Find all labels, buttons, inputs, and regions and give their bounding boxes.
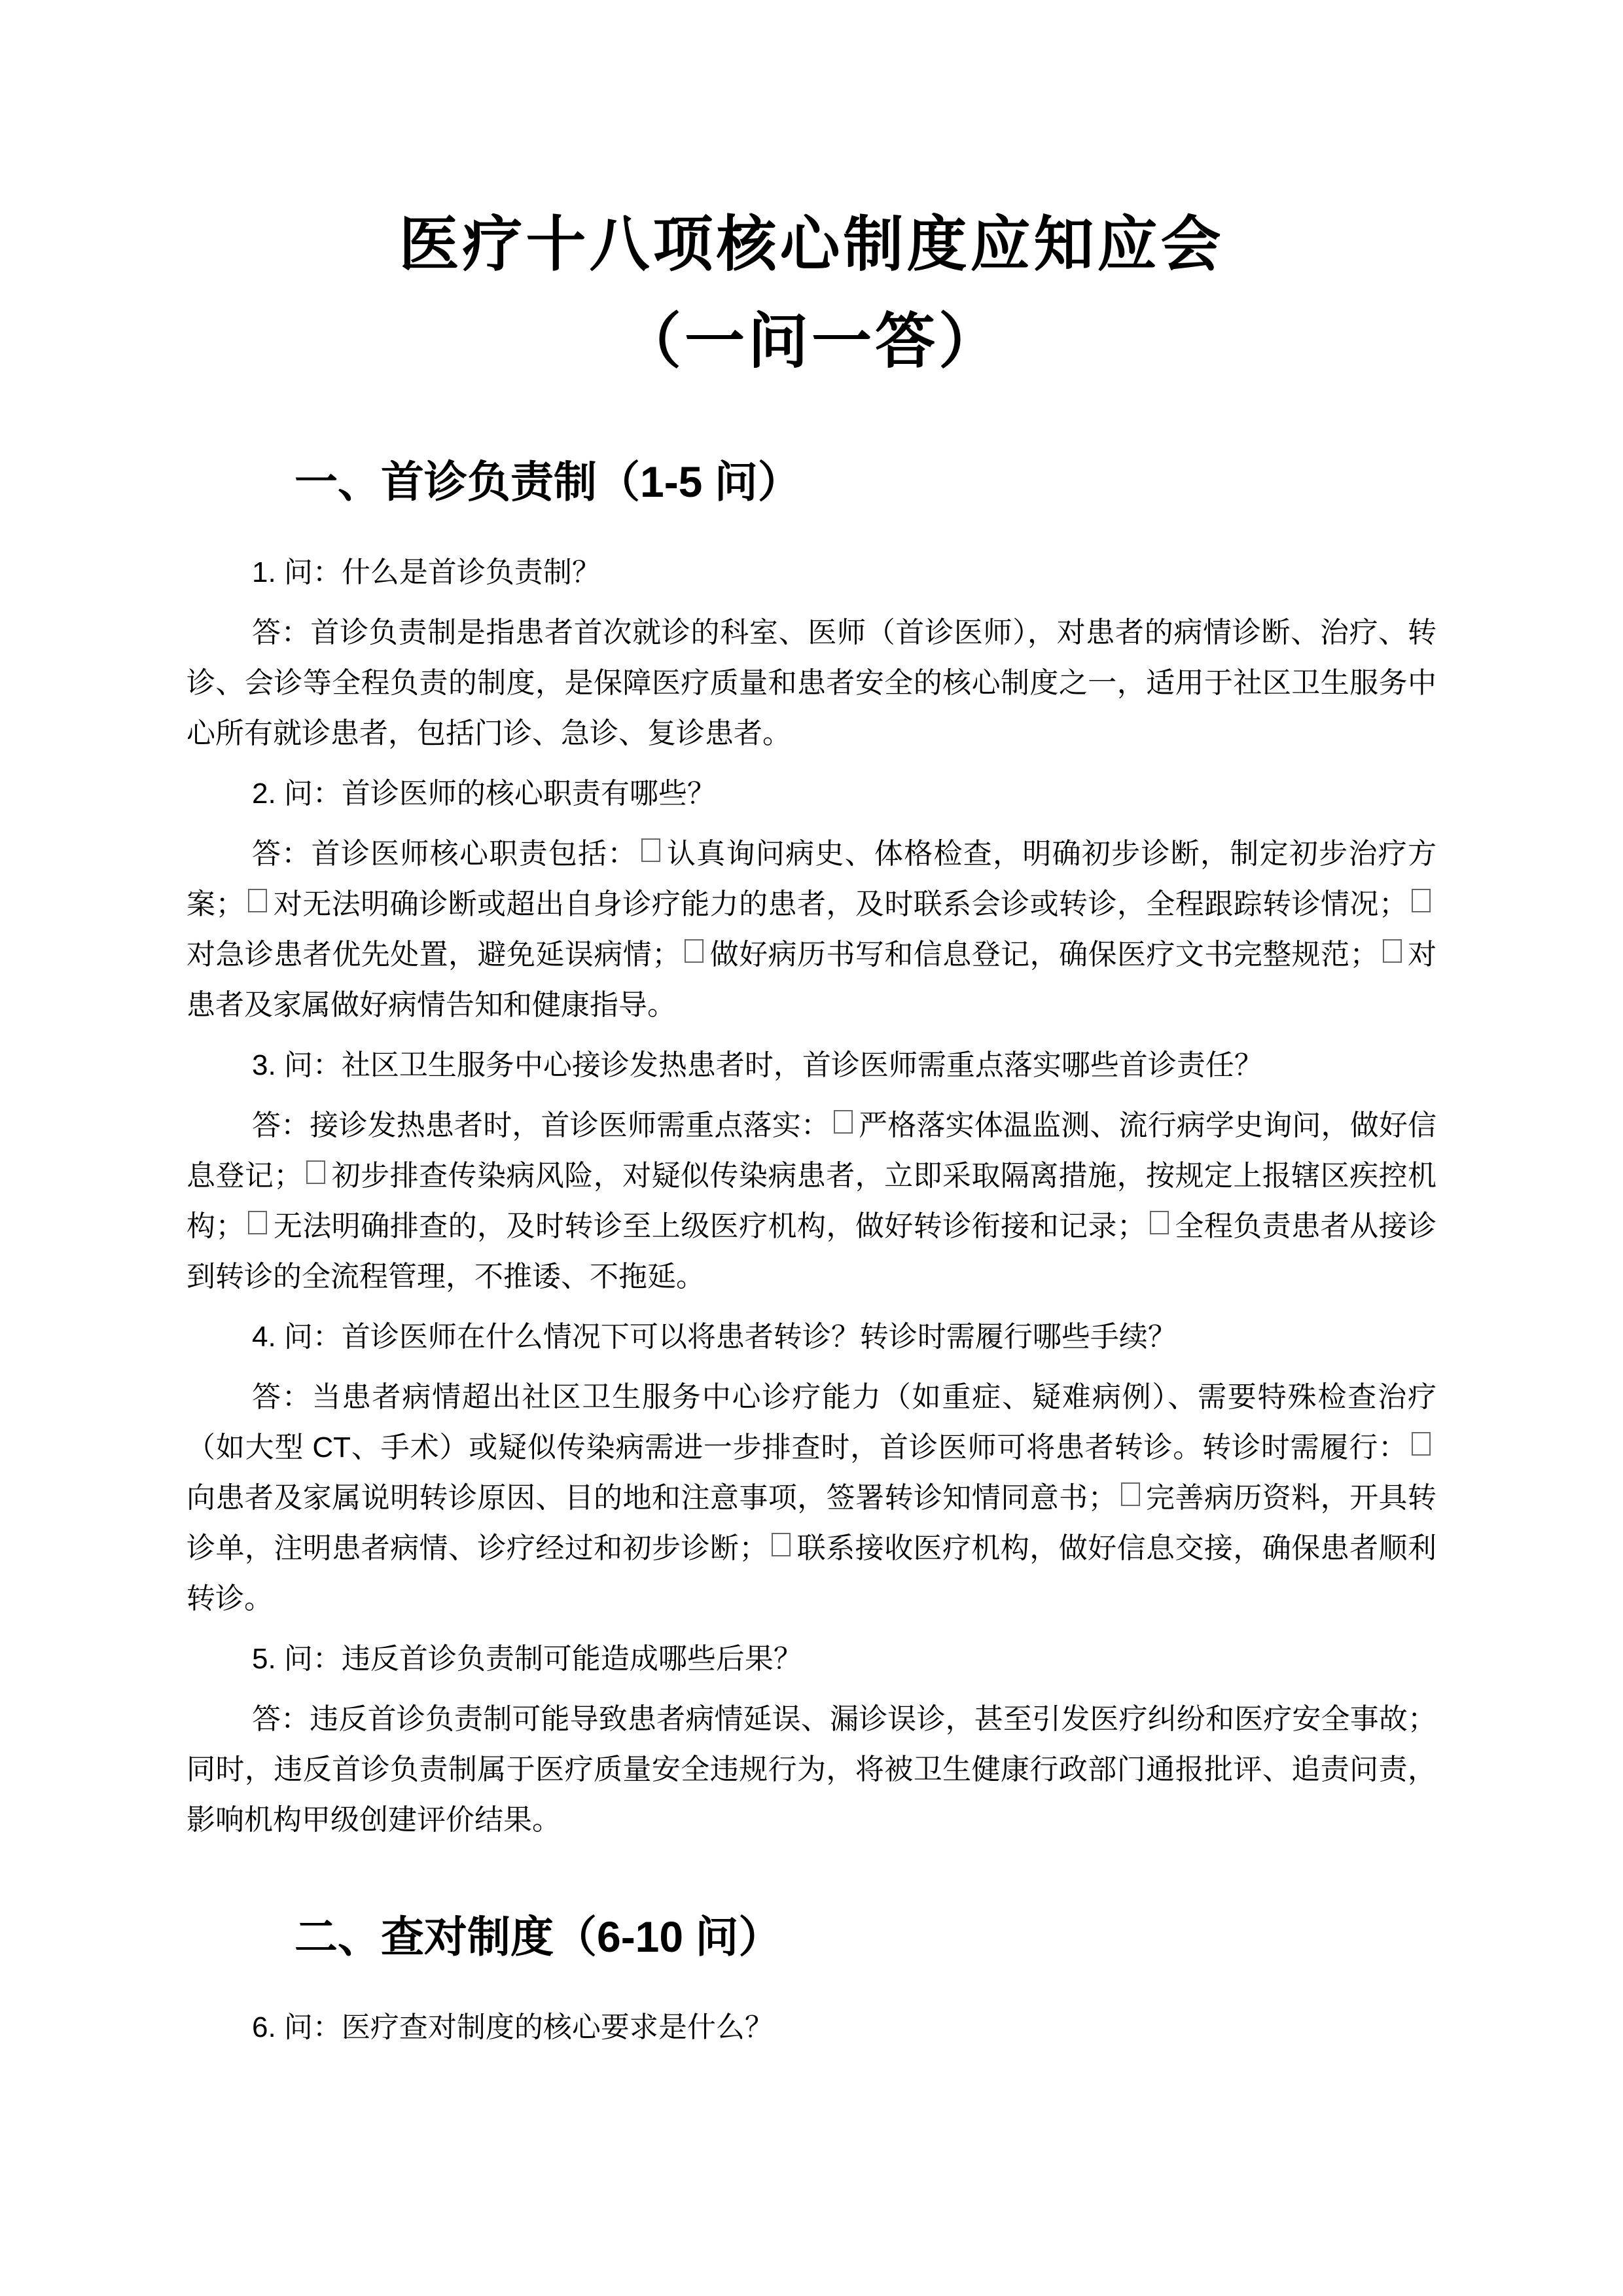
- answer-2: 答：首诊医师核心职责包括： 认真询问病史、体格检查，明确初步诊断，制定初步治疗方案； 对无法明确诊断或超出自身诊疗能力的患者，及时联系会诊或转诊，全程跟踪转诊情况；对急诊患者优先处置，避免延误病情； 做好病历书写和信息登记，确保医疗文书完整规范； 对患者及家属做好病情告知和健康指导。: [187, 838, 1437, 1021]
- missing-glyph-box: [772, 1533, 791, 1556]
- answer-5: 答：违反首诊负责制可能导致患者病情延误、漏诊误诊，甚至引发医疗纠纷和医疗安全事故；同时，违反首诊负责制属于医疗质量安全违规行为，将被卫生健康行政部门通报批评、追责问责，影响机构甲级创建评价结果。: [187, 1703, 1436, 1836]
- question-6: 6. 问：医疗查对制度的核心要求是什么？: [252, 2011, 774, 2043]
- missing-glyph-box: [1383, 939, 1402, 963]
- answer-4: 答：当患者病情超出社区卫生服务中心诊疗能力（如重症、疑难病例）、需要特殊检查治疗（如大型 CT、手术）或疑似传染病需进一步排查时，首诊医师可将患者转诊。转诊时需履行：向患者及家属说明转诊原因、目的地和注意事项，签署转诊知情同意书； 完善病历资料，开具转诊单，注明患者病情、诊疗经过和初步诊断； 联系接收医疗机构，做好信息交接，确保患者顺利转诊。: [187, 1381, 1437, 1615]
- missing-glyph-box: [1412, 1432, 1431, 1456]
- document-title-line2: （一问一答）: [620, 308, 1002, 375]
- question-3: 3. 问：社区卫生服务中心接诊发热患者时，首诊医师需重点落实哪些首诊责任？: [252, 1049, 1263, 1081]
- answer-1: 答：首诊负责制是指患者首次就诊的科室、医师（首诊医师），对患者的病情诊断、治疗、转诊、会诊等全程负责的制度，是保障医疗质量和患者安全的核心制度之一，适用于社区卫生服务中心所有就诊患者，包括门诊、急诊、复诊患者。: [187, 617, 1436, 749]
- question-2: 2. 问：首诊医师的核心职责有哪些？: [252, 778, 716, 810]
- missing-glyph-box: [834, 1110, 853, 1134]
- missing-glyph-box: [248, 889, 267, 912]
- missing-glyph-box: [1121, 1482, 1140, 1506]
- document-title-line1: 医疗十八项核心制度应知应会: [399, 211, 1224, 278]
- document-title: [187, 196, 1436, 390]
- missing-glyph-box: [685, 939, 704, 963]
- question-1: 1. 问：什么是首诊负责制？: [252, 556, 601, 588]
- missing-glyph-box: [306, 1160, 325, 1184]
- missing-glyph-box: [1412, 889, 1431, 912]
- section-1-heading: 一、首诊负责制（1-5 问）: [294, 457, 801, 506]
- question-5: 5. 问：违反首诊负责制可能造成哪些后果？: [252, 1643, 802, 1675]
- question-4: 4. 问：首诊医师在什么情况下可以将患者转诊？转诊时需履行哪些手续？: [252, 1321, 1177, 1353]
- answer-3: 答：接诊发热患者时，首诊医师需重点落实： 严格落实体温监测、流行病学史询问，做好信息登记； 初步排查传染病风险，对疑似传染病患者，立即采取隔离措施，按规定上报辖区疾控机构； 无法明确排查的，及时转诊至上级医疗机构，做好转诊衔接和记录； 全程负责患者从接诊到转诊的全流程管理，不推诿、不拖延。: [187, 1109, 1437, 1293]
- missing-glyph-box: [641, 838, 660, 862]
- section-2-heading: 二、查对制度（6-10 问）: [294, 1912, 782, 1961]
- missing-glyph-box: [1150, 1211, 1169, 1234]
- missing-glyph-box: [248, 1211, 267, 1234]
